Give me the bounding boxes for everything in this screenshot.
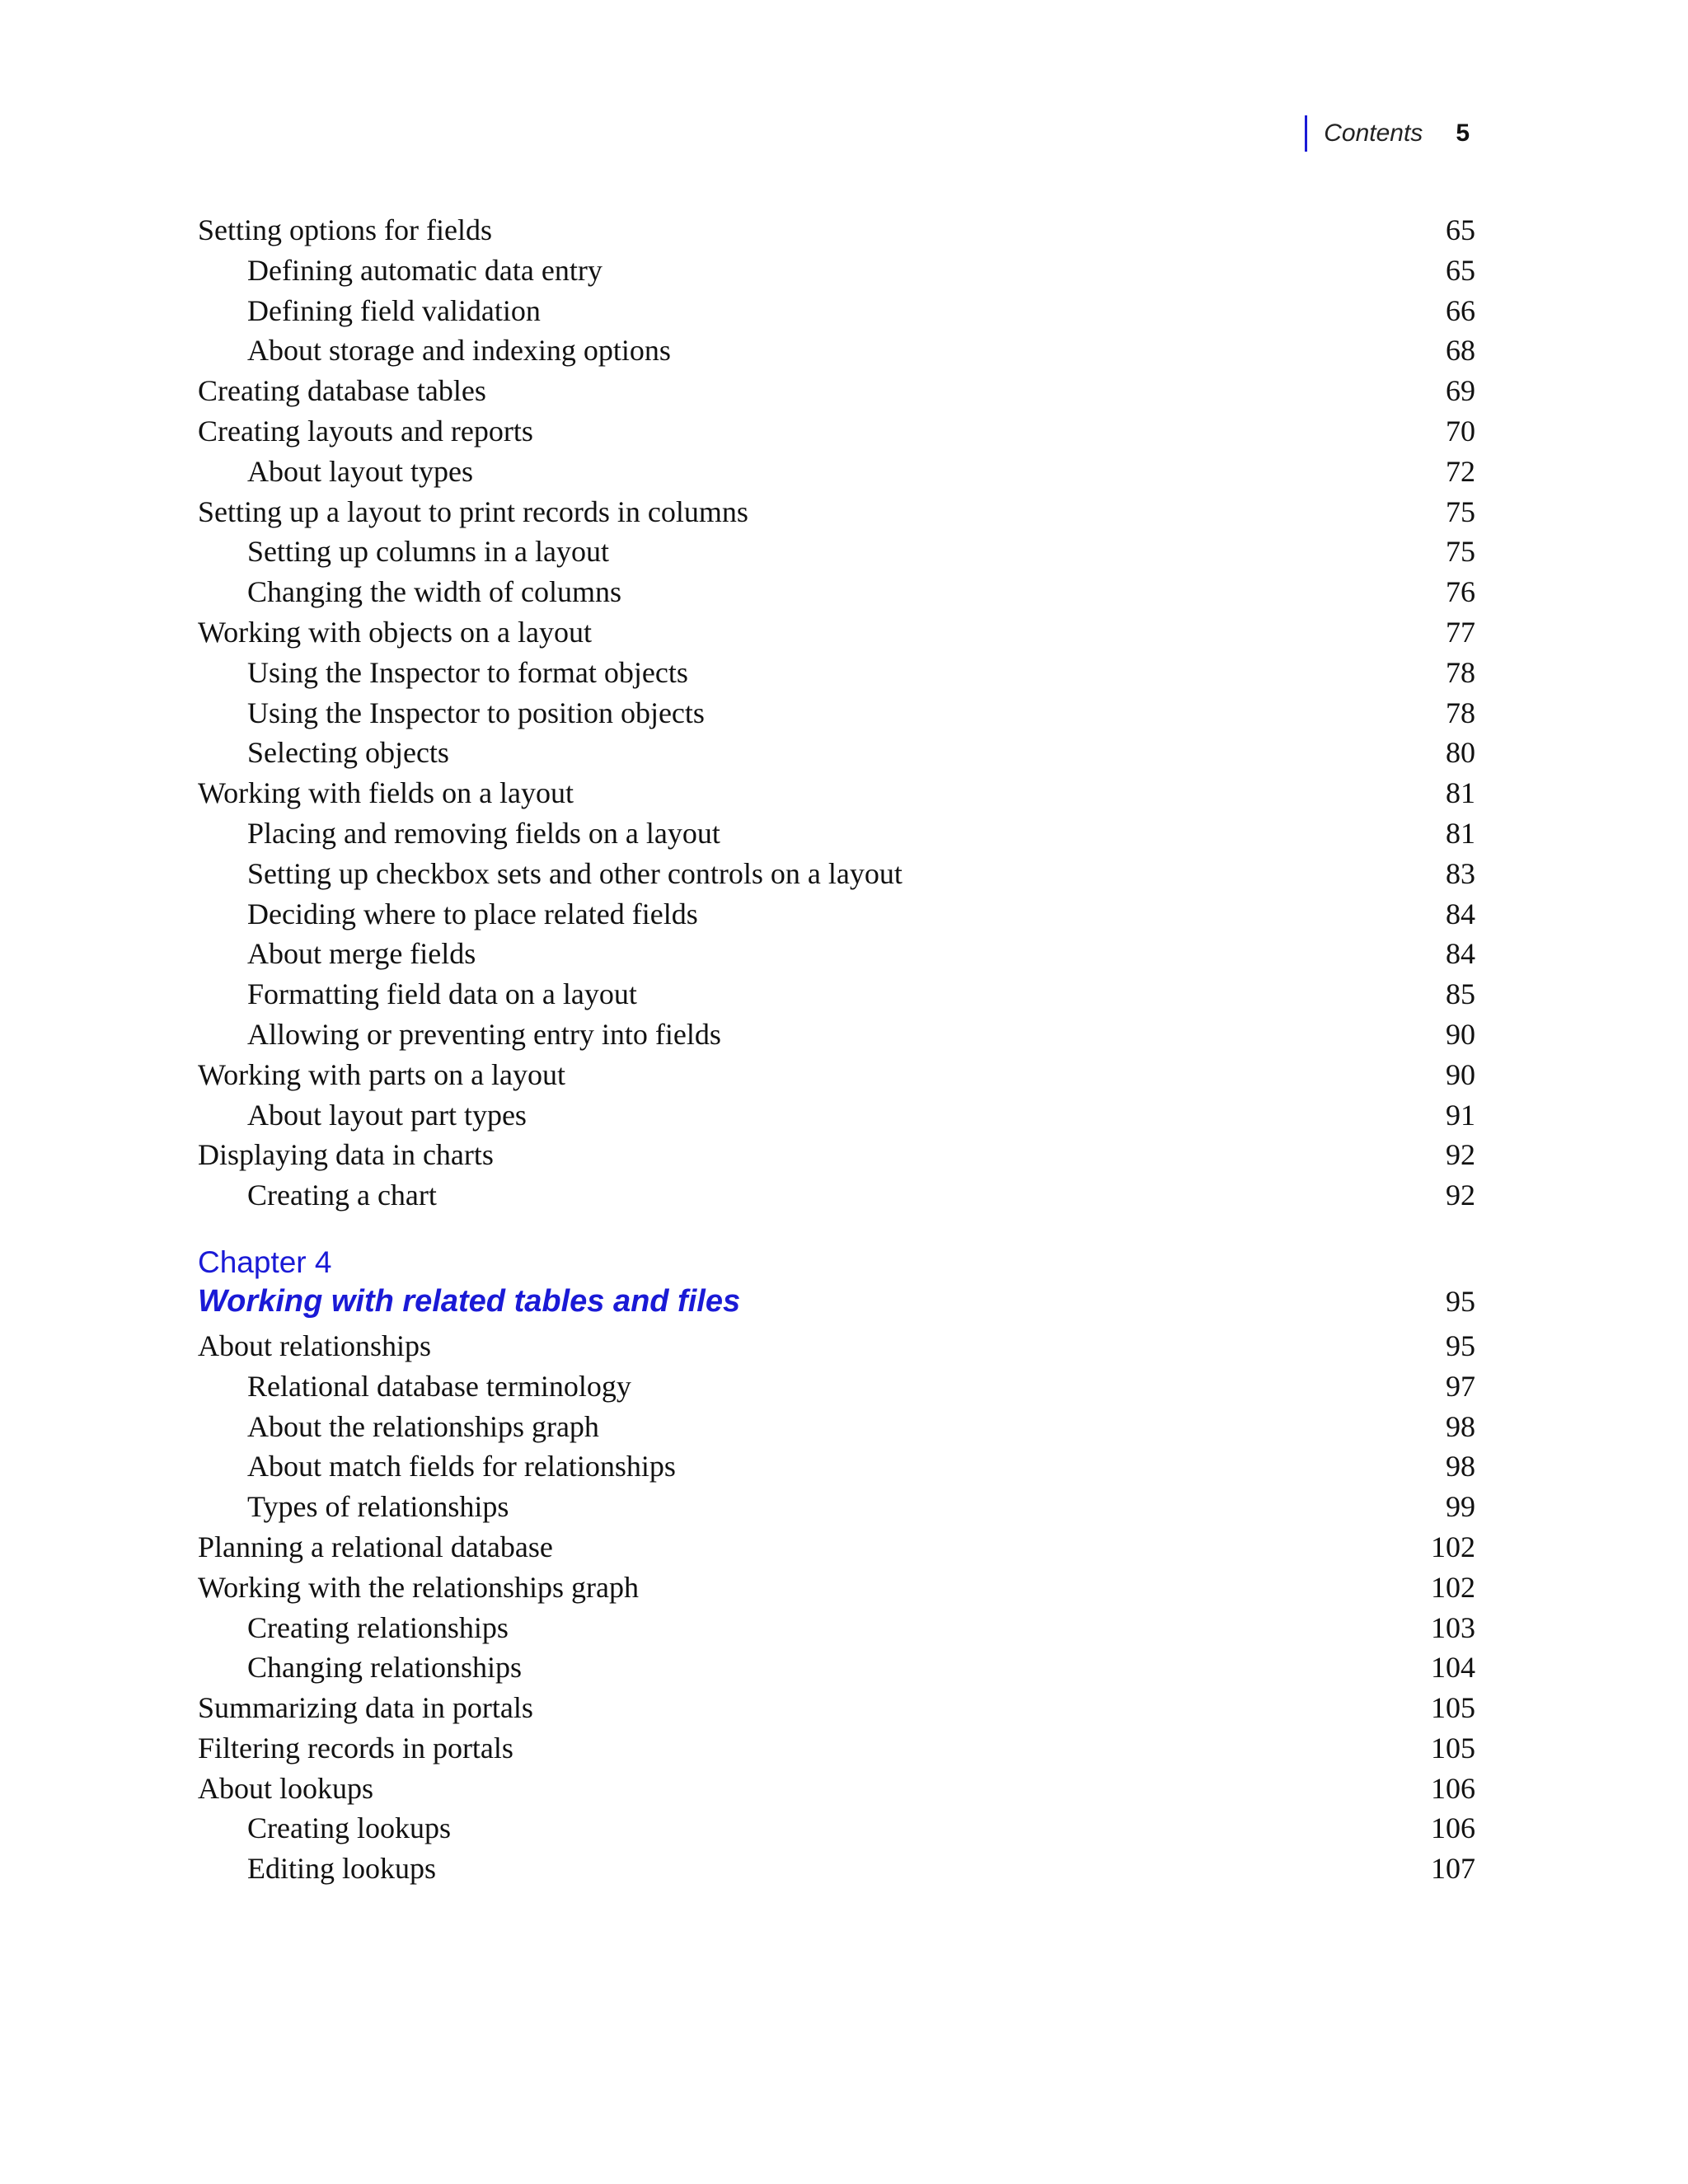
toc-section-b <box>198 1326 1475 1889</box>
toc-entry-page: 105 <box>1431 1731 1475 1765</box>
chapter-title: Working with related tables and files <box>198 1283 741 1319</box>
toc-entry-title: Defining automatic data entry <box>247 253 603 287</box>
toc-entry-title: About relationships <box>198 1329 431 1362</box>
toc-entry-title: Working with parts on a layout <box>198 1057 566 1091</box>
toc-entry-title: Summarizing data in portals <box>198 1691 533 1725</box>
header-divider <box>1305 115 1307 152</box>
toc-entry-page: 98 <box>1446 1450 1475 1483</box>
toc-entry-page: 69 <box>1446 374 1475 408</box>
chapter-heading <box>198 1244 1475 1321</box>
toc-entry-page: 84 <box>1446 937 1475 971</box>
toc-entry[interactable] <box>198 1527 1475 1568</box>
toc-entry[interactable] <box>198 854 1475 894</box>
toc-entry-title: About match fields for relationships <box>247 1450 676 1483</box>
toc-entry[interactable] <box>198 1808 1475 1849</box>
toc-entry-title: Setting options for fields <box>198 213 492 246</box>
toc-entry-page: 65 <box>1446 253 1475 287</box>
toc-entry[interactable] <box>198 773 1475 813</box>
toc-entry[interactable] <box>198 1095 1475 1136</box>
toc-entry[interactable] <box>198 733 1475 773</box>
toc-entry-page: 65 <box>1446 213 1475 246</box>
toc-entry-page: 72 <box>1446 454 1475 488</box>
toc-entry-title: Changing the width of columns <box>247 575 621 609</box>
toc-entry-title: Allowing or preventing entry into fields <box>247 1017 721 1051</box>
toc-entry-title: Creating lookups <box>247 1811 451 1845</box>
toc-entry[interactable] <box>198 1366 1475 1407</box>
toc-entry-title: Creating layouts and reports <box>198 414 533 448</box>
toc-entry-page: 70 <box>1446 414 1475 448</box>
toc-entry-page: 84 <box>1446 897 1475 930</box>
toc-entry-title: Creating relationships <box>247 1610 509 1644</box>
toc-entry-page: 107 <box>1431 1852 1475 1886</box>
toc-entry-page: 68 <box>1446 334 1475 368</box>
toc-entry-page: 90 <box>1446 1017 1475 1051</box>
toc-entry-title: Changing relationships <box>247 1651 522 1685</box>
toc-entry[interactable] <box>198 974 1475 1015</box>
toc-entry-title: Setting up checkbox sets and other controls on a layout <box>247 856 903 890</box>
toc-entry[interactable] <box>198 1608 1475 1648</box>
toc-entry-page: 99 <box>1446 1490 1475 1524</box>
toc-entry-title: Creating a chart <box>247 1179 437 1212</box>
toc-entry[interactable] <box>198 492 1475 532</box>
toc-entry-title: About the relationships graph <box>247 1409 599 1443</box>
toc-entry[interactable] <box>198 210 1475 251</box>
toc-entry[interactable] <box>198 894 1475 935</box>
toc-entry-title: Types of relationships <box>247 1490 509 1524</box>
toc-entry-page: 77 <box>1446 615 1475 649</box>
toc-entry[interactable] <box>198 1175 1475 1216</box>
table-of-contents <box>198 210 1475 1889</box>
toc-entry[interactable] <box>198 572 1475 612</box>
toc-entry-title: Working with objects on a layout <box>198 615 593 649</box>
toc-entry[interactable] <box>198 1487 1475 1527</box>
toc-entry-title: Working with the relationships graph <box>198 1570 640 1604</box>
toc-entry-page: 76 <box>1446 575 1475 609</box>
toc-entry[interactable] <box>198 1055 1475 1095</box>
toc-entry-title: Deciding where to place related fields <box>247 897 698 930</box>
toc-entry-title: Editing lookups <box>247 1852 437 1886</box>
toc-entry[interactable] <box>198 1135 1475 1175</box>
toc-entry-title: Formatting field data on a layout <box>247 977 637 1011</box>
toc-entry-title: Placing and removing fields on a layout <box>247 816 720 850</box>
toc-entry-title: About lookups <box>198 1771 374 1805</box>
toc-entry-page: 91 <box>1446 1098 1475 1132</box>
toc-entry-title: About layout part types <box>247 1098 527 1132</box>
toc-entry-page: 66 <box>1446 293 1475 327</box>
toc-entry-page: 102 <box>1431 1570 1475 1604</box>
toc-entry-title: Using the Inspector to format objects <box>247 655 688 689</box>
chapter-number: Chapter 4 <box>198 1244 332 1279</box>
toc-entry-page: 97 <box>1446 1369 1475 1403</box>
toc-entry-page: 106 <box>1431 1771 1475 1805</box>
toc-entry-title: Setting up columns in a layout <box>247 535 609 569</box>
toc-entry[interactable] <box>198 1769 1475 1809</box>
toc-entry-title: About storage and indexing options <box>247 334 671 368</box>
toc-entry-page: 105 <box>1431 1691 1475 1725</box>
toc-entry[interactable] <box>198 1326 1475 1366</box>
toc-entry-page: 78 <box>1446 655 1475 689</box>
toc-entry-page: 98 <box>1446 1409 1475 1443</box>
toc-entry[interactable] <box>198 1568 1475 1608</box>
toc-entry-page: 103 <box>1431 1610 1475 1644</box>
toc-entry-page: 85 <box>1446 977 1475 1011</box>
toc-entry-page: 106 <box>1431 1811 1475 1845</box>
toc-entry-title: Working with fields on a layout <box>198 776 574 810</box>
toc-entry-page: 81 <box>1446 816 1475 850</box>
toc-entry[interactable] <box>198 934 1475 974</box>
toc-entry[interactable] <box>198 1446 1475 1487</box>
toc-entry[interactable] <box>198 1728 1475 1769</box>
chapter-page: 95 <box>1446 1284 1475 1318</box>
toc-entry-title: Filtering records in portals <box>198 1731 513 1765</box>
toc-entry-page: 95 <box>1446 1329 1475 1362</box>
toc-entry-page: 81 <box>1446 776 1475 810</box>
toc-entry[interactable] <box>198 612 1475 653</box>
toc-section-a <box>198 210 1475 1216</box>
toc-entry[interactable] <box>198 1849 1475 1889</box>
toc-entry-title: Setting up a layout to print records in columns <box>198 494 748 528</box>
chapter-title-row[interactable] <box>198 1282 1475 1321</box>
toc-entry-page: 92 <box>1446 1179 1475 1212</box>
toc-entry-page: 78 <box>1446 696 1475 729</box>
toc-entry[interactable] <box>198 411 1475 452</box>
toc-entry[interactable] <box>198 653 1475 693</box>
toc-entry[interactable] <box>198 251 1475 291</box>
toc-entry-title: Defining field validation <box>247 293 541 327</box>
toc-entry-page: 102 <box>1431 1530 1475 1563</box>
toc-entry-page: 80 <box>1446 736 1475 770</box>
toc-entry-page: 92 <box>1446 1138 1475 1172</box>
toc-entry-page: 75 <box>1446 535 1475 569</box>
toc-entry[interactable] <box>198 813 1475 854</box>
toc-entry-title: Selecting objects <box>247 736 449 770</box>
toc-entry[interactable] <box>198 371 1475 411</box>
toc-entry[interactable] <box>198 452 1475 492</box>
toc-entry-title: Creating database tables <box>198 374 486 408</box>
toc-entry[interactable] <box>198 532 1475 572</box>
toc-entry[interactable] <box>198 1407 1475 1447</box>
toc-entry-title: Using the Inspector to position objects <box>247 696 705 729</box>
toc-entry-title: About layout types <box>247 454 473 488</box>
toc-entry-page: 75 <box>1446 494 1475 528</box>
toc-entry-page: 83 <box>1446 856 1475 890</box>
toc-entry-title: Planning a relational database <box>198 1530 553 1563</box>
header-page-number: 5 <box>1456 120 1470 147</box>
toc-entry[interactable] <box>198 1647 1475 1688</box>
toc-entry[interactable] <box>198 291 1475 331</box>
toc-entry[interactable] <box>198 330 1475 371</box>
running-header <box>1305 115 1470 152</box>
toc-entry[interactable] <box>198 693 1475 733</box>
toc-entry-page: 104 <box>1431 1651 1475 1685</box>
header-section-label: Contents <box>1324 120 1423 147</box>
toc-entry[interactable] <box>198 1688 1475 1728</box>
toc-entry-page: 90 <box>1446 1057 1475 1091</box>
toc-entry-title: Relational database terminology <box>247 1369 631 1403</box>
toc-entry-title: Displaying data in charts <box>198 1138 494 1172</box>
toc-entry-title: About merge fields <box>247 937 476 971</box>
toc-entry[interactable] <box>198 1015 1475 1055</box>
